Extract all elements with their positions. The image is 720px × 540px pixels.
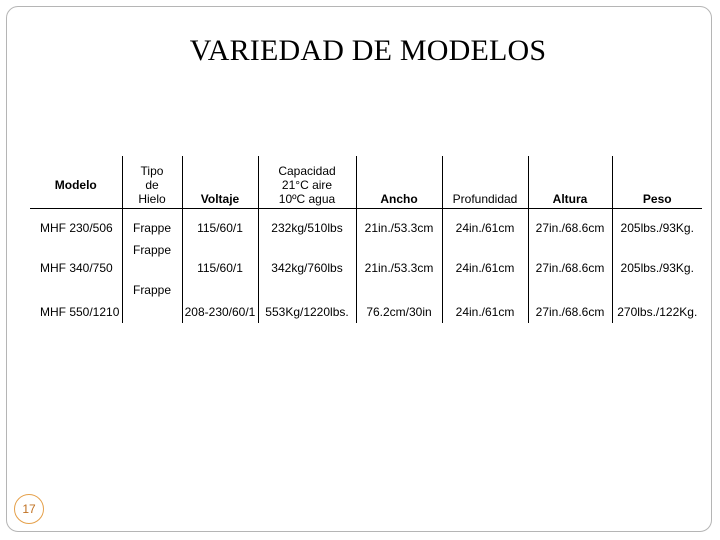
cell-model: MHF 340/750 [40, 261, 113, 275]
cell-model: MHF 550/1210 [40, 305, 120, 319]
cell-height: 27in./68.6cm [528, 279, 612, 323]
table-row [30, 239, 702, 279]
cell-weight: 270lbs./122Kg. [612, 279, 702, 323]
cell-width: 21in./53.3cm [356, 209, 442, 240]
cell-ice-type: Frappe [122, 239, 182, 279]
cell-height: 27in./68.6cm [528, 239, 612, 279]
cell-capacity: 232kg/510lbs [258, 209, 356, 240]
cell-weight: 205lbs./93Kg. [612, 209, 702, 240]
cell-height: 27in./68.6cm [528, 209, 612, 240]
cell-depth: 24in./61cm [442, 239, 528, 279]
cell-capacity: 342kg/760lbs [258, 239, 356, 279]
cell-ice-type: Frappe [122, 209, 182, 240]
cell-voltage: 115/60/1 [182, 209, 258, 240]
table-header-row [30, 156, 702, 209]
cell-model: MHF 230/506 [40, 221, 113, 235]
cell-capacity: 553Kg/1220lbs. [258, 279, 356, 323]
slide-title: VARIEDAD DE MODELOS [189, 34, 547, 67]
header-altura: Altura [528, 156, 612, 209]
cell-width: 76.2cm/30in [356, 279, 442, 323]
table-row [30, 279, 702, 323]
header-tipo-de-hielo: Tipo de Hielo [122, 156, 182, 209]
header-capacidad: Capacidad 21°C aire 10ºC agua [258, 156, 356, 209]
header-peso: Peso [612, 156, 702, 209]
cell-ice-type: Frappe [122, 279, 182, 323]
models-table [30, 156, 702, 323]
cell-depth: 24in./61cm [442, 209, 528, 240]
header-profundidad: Profundidad [442, 156, 528, 209]
cell-voltage: 115/60/1 [182, 239, 258, 279]
cell-width: 21in./53.3cm [356, 239, 442, 279]
cell-weight: 205lbs./93Kg. [612, 239, 702, 279]
cell-voltage: 208-230/60/1 [182, 279, 258, 323]
header-modelo: Modelo [30, 156, 122, 209]
slide-number-badge: 17 [14, 494, 44, 524]
header-voltaje: Voltaje [182, 156, 258, 209]
table-row [30, 209, 702, 240]
header-ancho: Ancho [356, 156, 442, 209]
cell-depth: 24in./61cm [442, 279, 528, 323]
